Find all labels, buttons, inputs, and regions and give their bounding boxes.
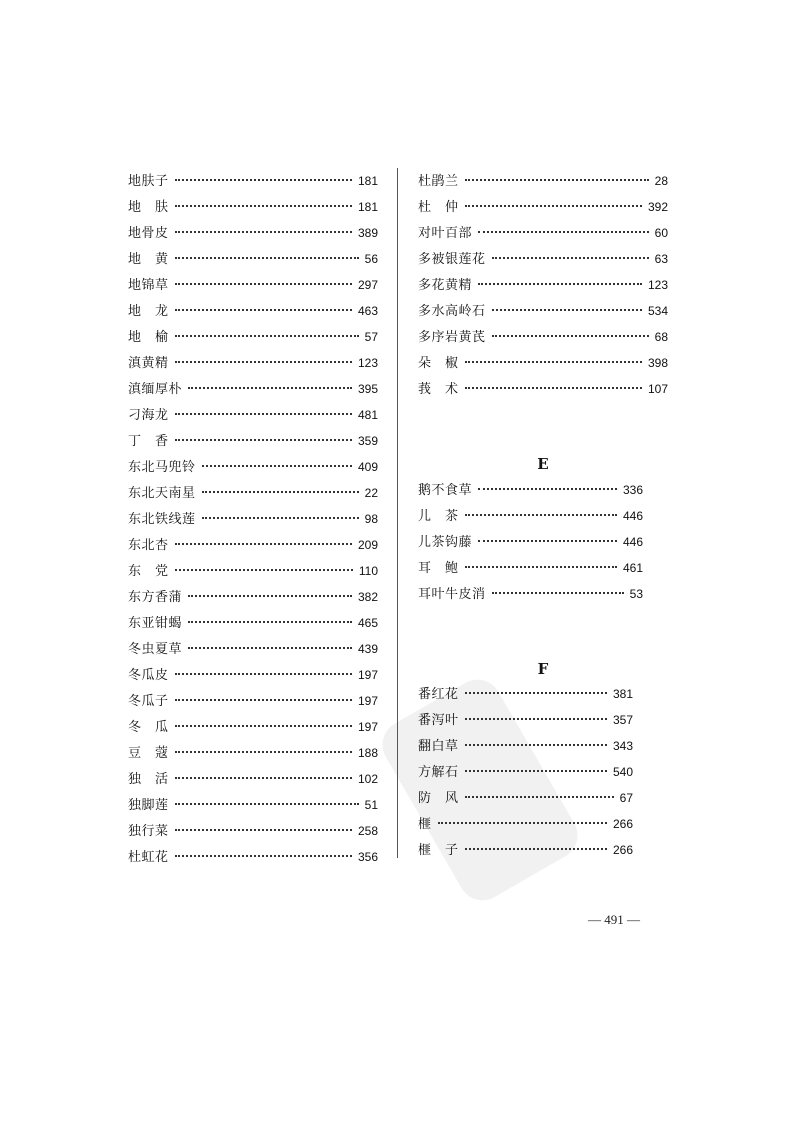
dot-leader	[175, 855, 352, 857]
entry-term: 豆 蔻	[128, 746, 169, 761]
index-entry	[128, 716, 378, 742]
entry-term: 东北天南星	[128, 486, 196, 501]
entry-page-number: 534	[647, 304, 668, 318]
dot-leader	[175, 803, 359, 805]
entry-term: 榧	[418, 817, 432, 832]
index-entry	[418, 813, 633, 839]
entry-term: 地肤子	[128, 174, 169, 189]
entry-page-number: 197	[357, 668, 378, 682]
dot-leader	[492, 257, 649, 259]
dot-leader	[465, 744, 607, 746]
index-entry	[418, 196, 668, 222]
entry-page-number: 123	[357, 356, 378, 370]
index-entry	[128, 742, 378, 768]
entry-term: 滇黄精	[128, 356, 169, 371]
index-entry	[418, 326, 668, 352]
entry-page-number: 209	[357, 538, 378, 552]
entry-term: 杜鹃兰	[418, 174, 459, 189]
entry-page-number: 181	[357, 200, 378, 214]
entry-term: 滇缅厚朴	[128, 382, 183, 397]
dot-leader	[465, 387, 642, 389]
entry-term: 地骨皮	[128, 226, 169, 241]
entry-term: 刁海龙	[128, 408, 169, 423]
index-entry	[418, 248, 668, 274]
entry-page-number: 465	[357, 616, 378, 630]
entry-page-number: 398	[647, 356, 668, 370]
entry-page-number: 123	[647, 278, 668, 292]
index-entry	[418, 479, 643, 505]
dot-leader	[175, 205, 352, 207]
dot-leader	[465, 718, 607, 720]
dot-leader	[465, 514, 617, 516]
index-entry	[128, 456, 378, 482]
entry-term: 地 黄	[128, 252, 169, 267]
index-entry	[128, 534, 378, 560]
entry-page-number: 356	[357, 850, 378, 864]
dot-leader	[492, 335, 649, 337]
entry-page-number: 381	[612, 687, 633, 701]
entry-page-number: 389	[357, 226, 378, 240]
dot-leader	[465, 692, 607, 694]
dot-leader	[202, 491, 359, 493]
entry-page-number: 357	[612, 713, 633, 727]
entry-term: 杜 仲	[418, 200, 459, 215]
index-entry	[418, 352, 668, 378]
entry-page-number: 297	[357, 278, 378, 292]
entry-page-number: 188	[357, 746, 378, 760]
dot-leader	[175, 413, 352, 415]
dot-leader	[175, 335, 359, 337]
entry-term: 东亚钳蝎	[128, 616, 183, 631]
entry-page-number: 63	[654, 252, 668, 266]
entry-term: 耳 鲍	[418, 561, 459, 576]
index-entry	[418, 735, 633, 761]
entry-term: 东北马兜铃	[128, 460, 196, 475]
index-entry	[128, 768, 378, 794]
index-entry	[128, 196, 378, 222]
entry-page-number: 266	[612, 843, 633, 857]
index-entry	[418, 222, 668, 248]
dot-leader	[175, 231, 352, 233]
index-entry	[418, 709, 633, 735]
entry-term: 冬瓜皮	[128, 668, 169, 683]
entry-term: 冬瓜子	[128, 694, 169, 709]
index-entry	[418, 557, 643, 583]
entry-page-number: 446	[622, 509, 643, 523]
entry-page-number: 409	[357, 460, 378, 474]
entry-page-number: 53	[629, 587, 643, 601]
entry-page-number: 197	[357, 720, 378, 734]
entry-page-number: 359	[357, 434, 378, 448]
dot-leader	[465, 848, 607, 850]
entry-term: 莪 术	[418, 382, 459, 397]
entry-term: 番红花	[418, 687, 459, 702]
dot-leader	[175, 673, 352, 675]
index-entry	[128, 378, 378, 404]
dot-leader	[465, 770, 607, 772]
entry-page-number: 67	[619, 791, 633, 805]
index-entry	[128, 300, 378, 326]
dot-leader	[478, 231, 649, 233]
dot-leader	[175, 751, 352, 753]
entry-page-number: 481	[357, 408, 378, 422]
entry-page-number: 461	[622, 561, 643, 575]
entry-page-number: 60	[654, 226, 668, 240]
index-entry	[418, 683, 633, 709]
entry-term: 独行菜	[128, 824, 169, 839]
index-entry	[418, 378, 668, 404]
entry-term: 冬 瓜	[128, 720, 169, 735]
entry-term: 多水高岭石	[418, 304, 486, 319]
index-entry	[418, 839, 633, 865]
entry-term: 地 龙	[128, 304, 169, 319]
index-entry	[128, 586, 378, 612]
index-entry	[128, 222, 378, 248]
entry-term: 儿茶钩藤	[418, 535, 473, 550]
dot-leader	[478, 488, 617, 490]
entry-page-number: 57	[364, 330, 378, 344]
entry-term: 耳叶牛皮消	[418, 587, 486, 602]
index-column-right	[418, 170, 668, 404]
dot-leader	[188, 647, 352, 649]
entry-term: 多序岩黄芪	[418, 330, 486, 345]
entry-page-number: 56	[364, 252, 378, 266]
entry-term: 翻白草	[418, 739, 459, 754]
entry-page-number: 392	[647, 200, 668, 214]
entry-term: 独 活	[128, 772, 169, 787]
entry-term: 地 肤	[128, 200, 169, 215]
entry-page-number: 102	[357, 772, 378, 786]
page-number: — 491 —	[588, 912, 640, 927]
index-entry	[128, 690, 378, 716]
dot-leader	[202, 465, 352, 467]
dot-leader	[478, 540, 617, 542]
entry-page-number: 336	[622, 483, 643, 497]
index-entry	[418, 531, 643, 557]
dot-leader	[175, 439, 352, 441]
entry-term: 东北杏	[128, 538, 169, 553]
dot-leader	[175, 777, 352, 779]
dot-leader	[175, 543, 352, 545]
entry-term: 东方香蒲	[128, 590, 183, 605]
entry-page-number: 446	[622, 535, 643, 549]
section-heading-e: E	[537, 455, 549, 473]
index-entry	[128, 508, 378, 534]
entry-page-number: 439	[357, 642, 378, 656]
entry-page-number: 395	[357, 382, 378, 396]
dot-leader	[175, 829, 352, 831]
dot-leader	[175, 283, 352, 285]
entry-page-number: 110	[358, 564, 378, 578]
entry-page-number: 197	[357, 694, 378, 708]
entry-page-number: 107	[647, 382, 668, 396]
column-divider	[397, 168, 398, 858]
dot-leader	[465, 796, 614, 798]
index-entry	[128, 794, 378, 820]
entry-page-number: 463	[357, 304, 378, 318]
entry-page-number: 68	[654, 330, 668, 344]
dot-leader	[175, 725, 352, 727]
dot-leader	[175, 309, 352, 311]
index-entry	[418, 583, 643, 609]
section-heading-f: F	[537, 660, 549, 678]
dot-leader	[492, 592, 624, 594]
dot-leader	[188, 387, 352, 389]
entry-term: 鹅不食草	[418, 483, 473, 498]
index-entry	[128, 638, 378, 664]
entry-page-number: 98	[364, 512, 378, 526]
entry-page-number: 540	[612, 765, 633, 779]
index-column-left	[128, 170, 378, 872]
dot-leader	[478, 283, 642, 285]
dot-leader	[202, 517, 359, 519]
entry-term: 地 榆	[128, 330, 169, 345]
dot-leader	[175, 699, 352, 701]
dot-leader	[188, 621, 352, 623]
entry-term: 榧 子	[418, 843, 459, 858]
entry-page-number: 343	[612, 739, 633, 753]
entry-term: 独脚莲	[128, 798, 169, 813]
entry-term: 儿 茶	[418, 509, 459, 524]
index-entry	[128, 170, 378, 196]
index-entry	[128, 248, 378, 274]
entry-term: 朵 椒	[418, 356, 459, 371]
index-entry	[418, 170, 668, 196]
entry-term: 番泻叶	[418, 713, 459, 728]
index-entry	[128, 560, 378, 586]
entry-term: 对叶百部	[418, 226, 473, 241]
dot-leader	[465, 361, 642, 363]
index-entry	[418, 761, 633, 787]
index-section-e	[418, 479, 643, 609]
entry-term: 杜虹花	[128, 850, 169, 865]
index-entry	[128, 612, 378, 638]
index-entry	[128, 274, 378, 300]
entry-term: 防 风	[418, 791, 459, 806]
index-entry	[128, 404, 378, 430]
entry-page-number: 382	[357, 590, 378, 604]
entry-term: 冬虫夏草	[128, 642, 183, 657]
dot-leader	[175, 257, 359, 259]
dot-leader	[175, 361, 352, 363]
index-entry	[128, 352, 378, 378]
entry-term: 多花黄精	[418, 278, 473, 293]
index-entry	[418, 505, 643, 531]
dot-leader	[492, 309, 642, 311]
dot-leader	[188, 595, 352, 597]
index-entry	[418, 787, 633, 813]
entry-page-number: 266	[612, 817, 633, 831]
entry-page-number: 28	[654, 174, 668, 188]
dot-leader	[438, 822, 607, 824]
index-entry	[128, 846, 378, 872]
index-entry	[418, 300, 668, 326]
index-entry	[128, 482, 378, 508]
dot-leader	[465, 179, 649, 181]
index-entry	[128, 664, 378, 690]
entry-term: 东 党	[128, 564, 169, 579]
entry-term: 多被银莲花	[418, 252, 486, 267]
index-entry	[418, 274, 668, 300]
dot-leader	[465, 205, 642, 207]
entry-page-number: 258	[357, 824, 378, 838]
entry-term: 地锦草	[128, 278, 169, 293]
dot-leader	[465, 566, 617, 568]
entry-page-number: 181	[357, 174, 378, 188]
entry-page-number: 51	[364, 798, 378, 812]
entry-term: 东北铁线莲	[128, 512, 196, 527]
index-section-f	[418, 683, 633, 865]
dot-leader	[175, 179, 352, 181]
dot-leader	[175, 569, 353, 571]
entry-term: 方解石	[418, 765, 459, 780]
index-entry	[128, 820, 378, 846]
index-entry	[128, 326, 378, 352]
entry-page-number: 22	[364, 486, 378, 500]
entry-term: 丁 香	[128, 434, 169, 449]
index-entry	[128, 430, 378, 456]
